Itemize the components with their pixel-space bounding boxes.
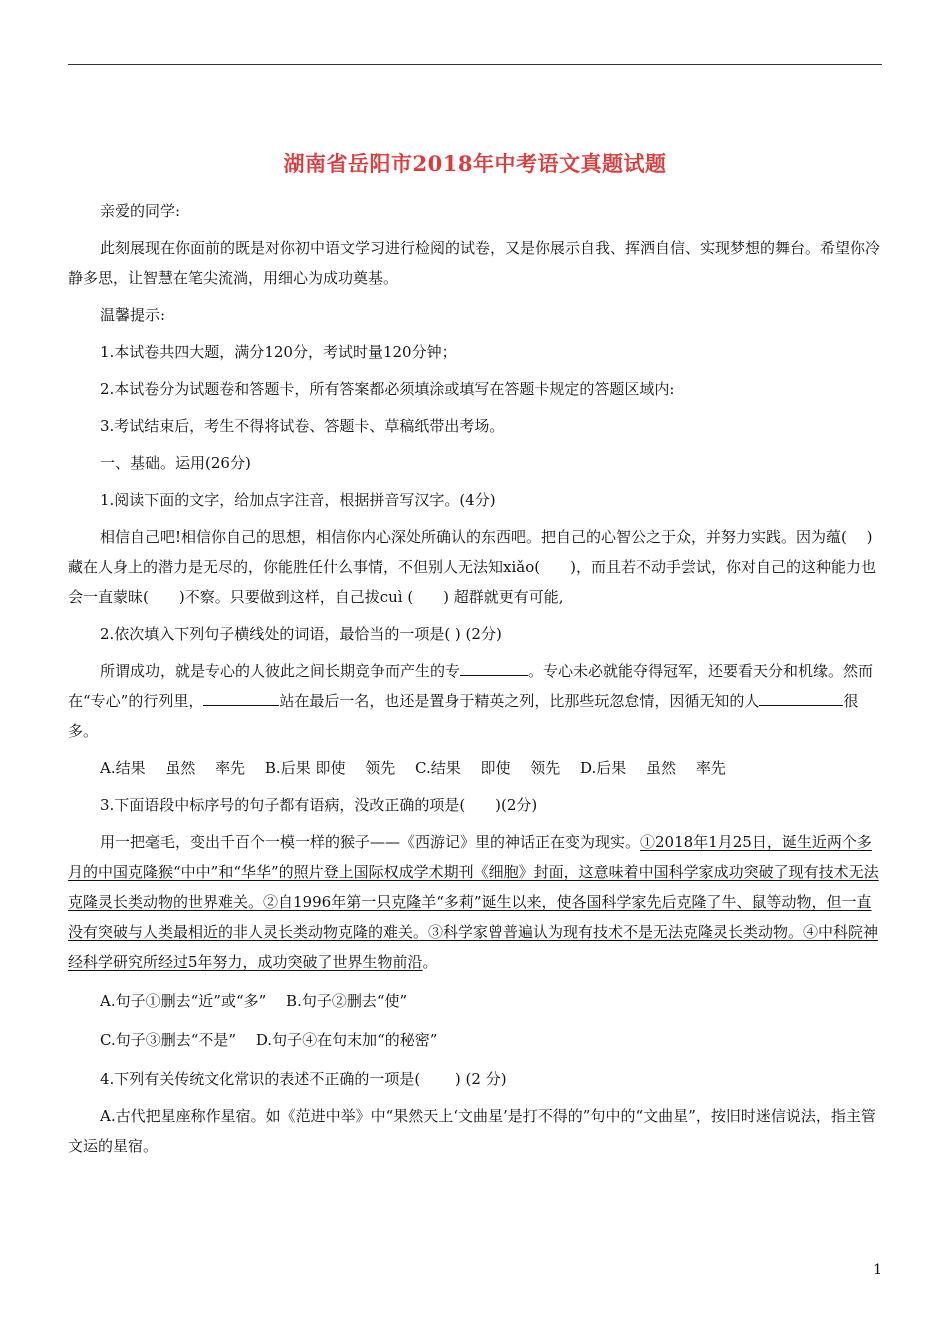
question-3-options-cd: C.句子③删去“不是” D.句子④在句末加“的秘密” [100,1031,438,1049]
header-rule [68,64,882,65]
fill-blank-1 [460,657,528,676]
q2-passage-part-2: 。专心未必就能夺得冠军，还要看天分和机缘。然而在“专心”的行列里， [68,662,874,710]
fill-blank-2 [203,687,279,706]
question-3-options-ab: A.句子①删去“近”或“多” B.句子②删去“使” [100,992,408,1010]
question-2-passage [68,656,882,746]
greeting: 亲爱的同学: [100,202,181,220]
q3-lead: 用一把毫毛，变出千百个一模一样的猴子——《西游记》里的神话正在变为现实。 [100,833,641,851]
page-number: 1 [873,1262,882,1278]
q2-passage-part-1: 所谓成功，就是专心的人彼此之间长期竞争而产生的专 [100,662,461,680]
question-3-stem: 3.下面语段中标序号的句子都有语病，没改正确的项是( )(2分) [100,796,538,814]
tips-title: 温馨提示: [100,306,166,324]
q3-tail: 。 [422,953,438,971]
question-3-passage [68,827,882,977]
question-4-stem: 4.下列有关传统文化常识的表述不正确的一项是( ) (2 分) [100,1070,507,1088]
fill-blank-3 [759,687,843,706]
document-body [68,196,882,1161]
intro-paragraph: 此刻展现在你面前的既是对你初中语文学习进行检阅的试卷，又是你展示自我、挥洒自信、实现梦想的舞台。希望你冷静多思，让智慧在笔尖流淌，用细心为成功奠基。 [68,239,881,287]
q3-sentence-1: ①2018年1月25日，诞生近两个多月的中国克隆猴“中中”和“华华”的照片登上国际权成学术期刊《细胞》封面，这意味着中国科学家成功突破了现有技术无法克隆灵长类动物的世界难关。 [68,833,879,911]
question-2-options: A.结果 虽然 率先 B.后果 即使 领先 C.结果 即使 领先 D.后果 虽然 率先 [100,759,726,777]
section-heading-1: 一、基础。运用(26分) [100,454,251,472]
q2-passage-part-4: 很多。 [68,692,859,740]
q3-sentence-4: ④中科院神经科学研究所经过5年努力，成功突破了世界生物前沿 [68,923,879,971]
tip-item-3: 3.考试结束后，考生不得将试卷、答题卡、草稿纸带出考场。 [100,417,505,435]
tip-item-1: 1.本试卷共四大题，满分120分，考试时量120分钟； [100,343,457,361]
q2-passage-part-3: 站在最后一名，也还是置身于精英之列，比那些玩忽怠情，因循无知的人 [279,692,760,710]
tip-item-2: 2.本试卷分为试题卷和答题卡，所有答案都必须填涂或填写在答题卡规定的答题区域内: [100,380,675,398]
question-2-stem: 2.依次填入下列句子横线处的词语，最恰当的一项是( ) (2分) [100,625,502,643]
document-title: 湖南省岳阳市2018年中考语文真题试题 [283,151,667,176]
q3-sentence-3: ③科学家曾普遍认为现有技术不是无法克隆灵长类动物。 [428,923,804,941]
q3-sentence-2: ②自1996年第一只克隆羊“多莉”诞生以来，使各国科学家先后克隆了牛、鼠等动物，但一直没有突破与人类最相近的非人灵长类动物克隆的难关。 [68,893,872,941]
question-1-passage: 相信自己吧!相信你自己的思想，相信你内心深处所确认的东西吧。把自己的心智公之于众，并努力实践。因为蕴( ) 藏在人身上的潜力是无尽的，你能胜任什么事情，不但别人无法知xiǎo( )，而且若不动手尝试，你对自己的这种能力也会一直蒙昧( )不察。只要做到这样，自己拔cuì ( ) 超群就更有可能, [68,528,876,606]
question-1-stem: 1.阅读下面的文字，给加点字注音，根据拼音写汉字。(4分) [100,491,496,509]
question-4-option-a: A.古代把星座称作星宿。如《范进中举》中“果然天上‘文曲星’是打不得的”句中的“文曲星”，按旧时迷信说法，指主管文运的星宿。 [68,1107,876,1155]
